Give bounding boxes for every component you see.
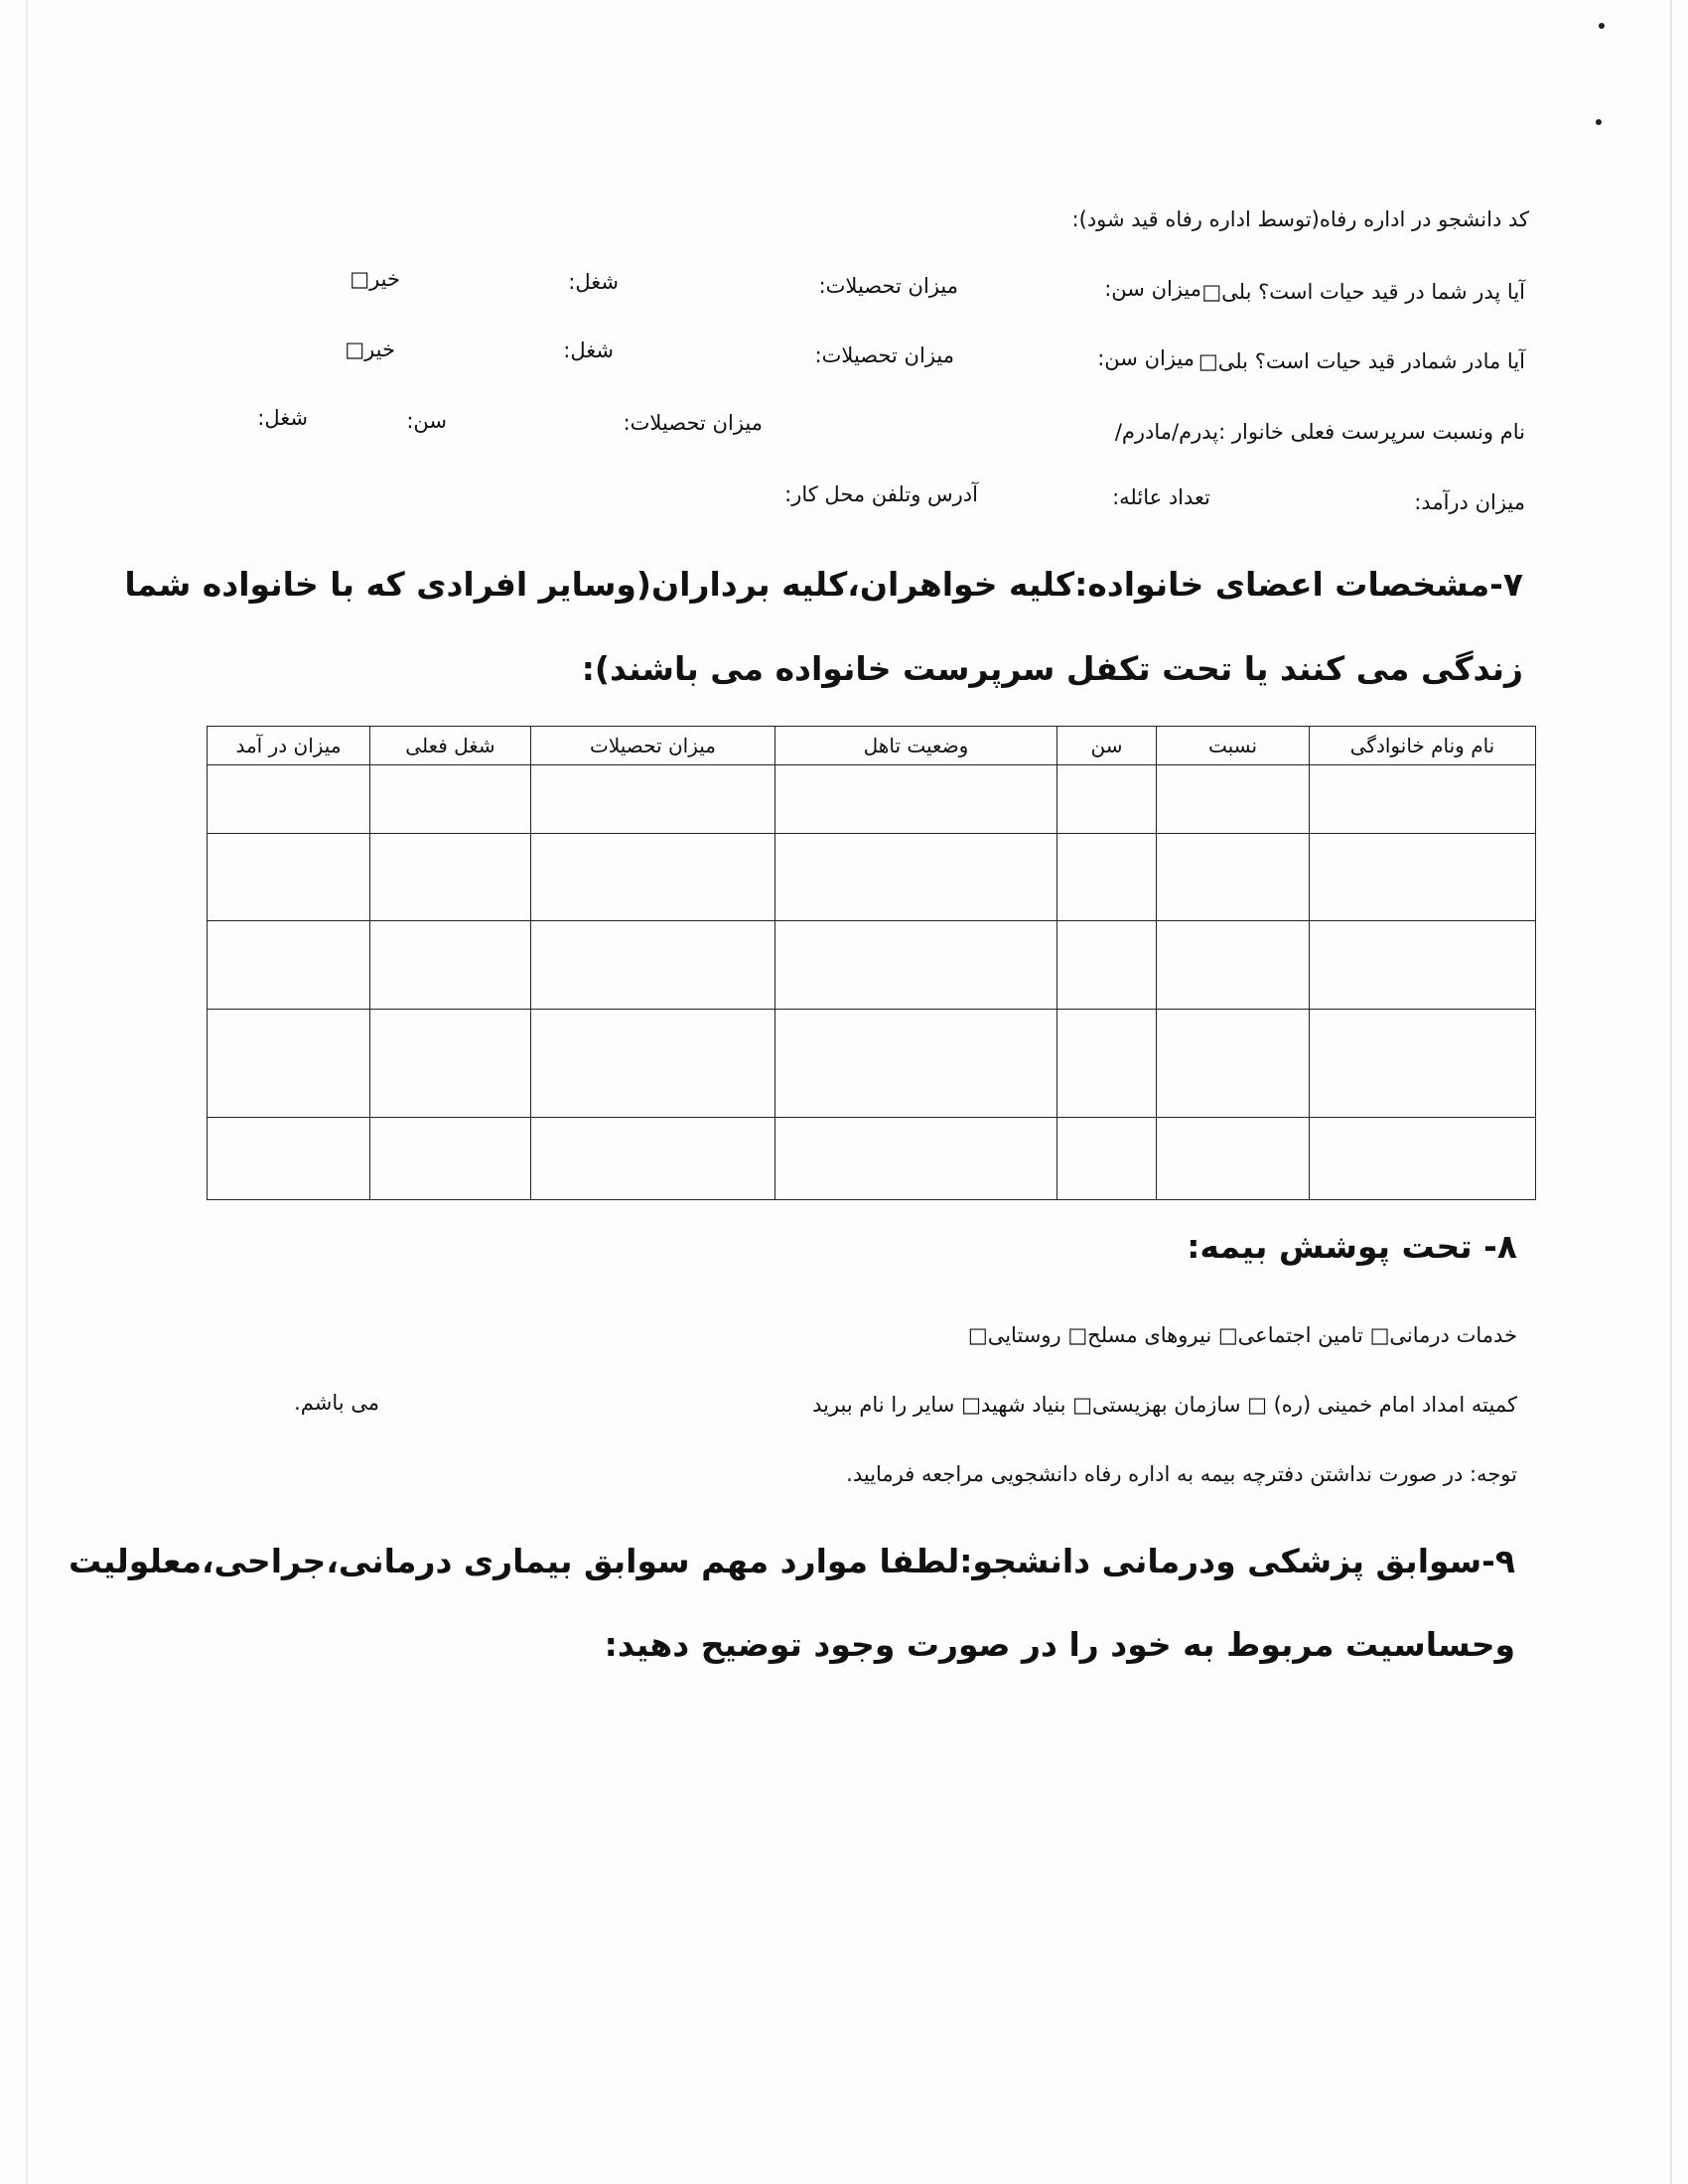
family-size-label: تعداد عائله: xyxy=(1112,485,1210,509)
table-cell[interactable] xyxy=(775,765,1057,834)
table-cell[interactable] xyxy=(1310,833,1536,921)
family-members-table xyxy=(207,726,1536,1200)
table-cell[interactable] xyxy=(775,1118,1057,1200)
insurance-options-line2: کمیته امداد امام خمینی (ره) □ سازمان بهزیستی□ بنیاد شهید□ سایر را نام ببرید xyxy=(812,1393,1517,1417)
father-education-label: میزان تحصیلات: xyxy=(818,274,958,298)
table-row xyxy=(208,1118,1536,1200)
insurance-options-line1: خدمات درمانی□ تامین اجتماعی□ نیروهای مسلح□ روستایی□ xyxy=(967,1323,1517,1347)
table-cell[interactable] xyxy=(1310,1118,1536,1200)
section9-heading-line2: وحساسیت مربوط به خود را در صورت وجود توضیح دهید: xyxy=(604,1625,1515,1664)
insurance-line2-ending: می باشم. xyxy=(294,1391,379,1415)
work-address-label: آدرس وتلفن محل کار: xyxy=(784,482,978,506)
table-cell[interactable] xyxy=(1157,765,1310,834)
table-cell[interactable] xyxy=(1157,1118,1310,1200)
table-cell[interactable] xyxy=(1157,833,1310,921)
table-row xyxy=(208,1010,1536,1118)
table-cell[interactable] xyxy=(370,1118,531,1200)
table-cell[interactable] xyxy=(1157,921,1310,1010)
column-header-relation: نسبت xyxy=(1157,727,1310,765)
scan-dot-second xyxy=(1596,119,1602,125)
table-cell[interactable] xyxy=(1057,1010,1157,1118)
mother-job-label: شغل: xyxy=(563,339,614,362)
table-cell[interactable] xyxy=(1057,833,1157,921)
table-cell[interactable] xyxy=(775,1010,1057,1118)
insurance-note: توجه: در صورت نداشتن دفترچه بیمه به اداره رفاه دانشجویی مراجعه فرمایید. xyxy=(846,1462,1517,1486)
guardian-education-label: میزان تحصیلات: xyxy=(623,411,763,435)
table-cell[interactable] xyxy=(775,833,1057,921)
column-header-age: سن xyxy=(1057,727,1157,765)
father-job-label: شغل: xyxy=(568,270,619,294)
table-cell[interactable] xyxy=(370,921,531,1010)
table-row xyxy=(208,833,1536,921)
column-header-education: میزان تحصیلات xyxy=(531,727,775,765)
table-cell[interactable] xyxy=(208,1118,370,1200)
table-row xyxy=(208,921,1536,1010)
table-cell[interactable] xyxy=(370,1010,531,1118)
table-cell[interactable] xyxy=(531,833,775,921)
mother-no-option: خیر□ xyxy=(345,338,395,361)
table-cell[interactable] xyxy=(531,921,775,1010)
student-code-label: کد دانشجو در اداره رفاه(توسط اداره رفاه قید شود): xyxy=(1071,207,1529,231)
table-cell[interactable] xyxy=(370,833,531,921)
table-cell[interactable] xyxy=(531,765,775,834)
guardian-job-label: شغل: xyxy=(257,406,308,430)
table-cell[interactable] xyxy=(531,1010,775,1118)
table-cell[interactable] xyxy=(1057,921,1157,1010)
table-cell[interactable] xyxy=(1310,765,1536,834)
father-alive-question: آیا پدر شما در قید حیات است؟ بلی□ xyxy=(1201,280,1525,304)
guardian-label: نام ونسبت سرپرست فعلی خانوار :پدرم/مادرم/ xyxy=(1114,420,1525,444)
table-cell[interactable] xyxy=(208,921,370,1010)
table-cell[interactable] xyxy=(1057,765,1157,834)
table-cell[interactable] xyxy=(370,765,531,834)
table-cell[interactable] xyxy=(1310,921,1536,1010)
table-cell[interactable] xyxy=(1157,1010,1310,1118)
column-header-marital-status: وضعیت تاهل xyxy=(775,727,1057,765)
table-cell[interactable] xyxy=(208,1010,370,1118)
table-cell[interactable] xyxy=(208,833,370,921)
column-header-income: میزان در آمد xyxy=(208,727,370,765)
scan-edge-left xyxy=(26,0,28,2184)
scan-dot-top xyxy=(1599,23,1605,29)
father-no-option: خیر□ xyxy=(350,267,400,291)
column-header-name: نام ونام خانوادگی xyxy=(1310,727,1536,765)
mother-age-label: میزان سن: xyxy=(1097,346,1195,370)
table-row xyxy=(208,765,1536,834)
table-cell[interactable] xyxy=(208,765,370,834)
table-cell[interactable] xyxy=(775,921,1057,1010)
column-header-current-job: شغل فعلی xyxy=(370,727,531,765)
section9-heading-line1: ۹-سوابق پزشکی ودرمانی دانشجو:لطفا موارد مهم سوابق بیماری درمانی،جراحی،معلولیت xyxy=(69,1542,1515,1580)
income-label: میزان درآمد: xyxy=(1414,490,1525,514)
mother-education-label: میزان تحصیلات: xyxy=(814,343,954,367)
table-cell[interactable] xyxy=(531,1118,775,1200)
section7-heading-line1: ۷-مشخصات اعضای خانواده:کلیه خواهران،کلیه برداران(وسایر افرادی که با خانواده شما xyxy=(124,565,1523,604)
table-cell[interactable] xyxy=(1310,1010,1536,1118)
table-cell[interactable] xyxy=(1057,1118,1157,1200)
section8-heading: ۸- تحت پوشش بیمه: xyxy=(1187,1227,1517,1266)
scan-edge-right xyxy=(1670,0,1672,2184)
table-header-row xyxy=(208,727,1536,765)
father-age-label: میزان سن: xyxy=(1104,277,1201,301)
mother-alive-question: آیا مادر شمادر قید حیات است؟ بلی□ xyxy=(1197,349,1525,373)
guardian-age-label: سن: xyxy=(406,409,447,433)
section7-heading-line2: زندگی می کنند یا تحت تکفل سرپرست خانواده می باشند): xyxy=(581,649,1523,688)
